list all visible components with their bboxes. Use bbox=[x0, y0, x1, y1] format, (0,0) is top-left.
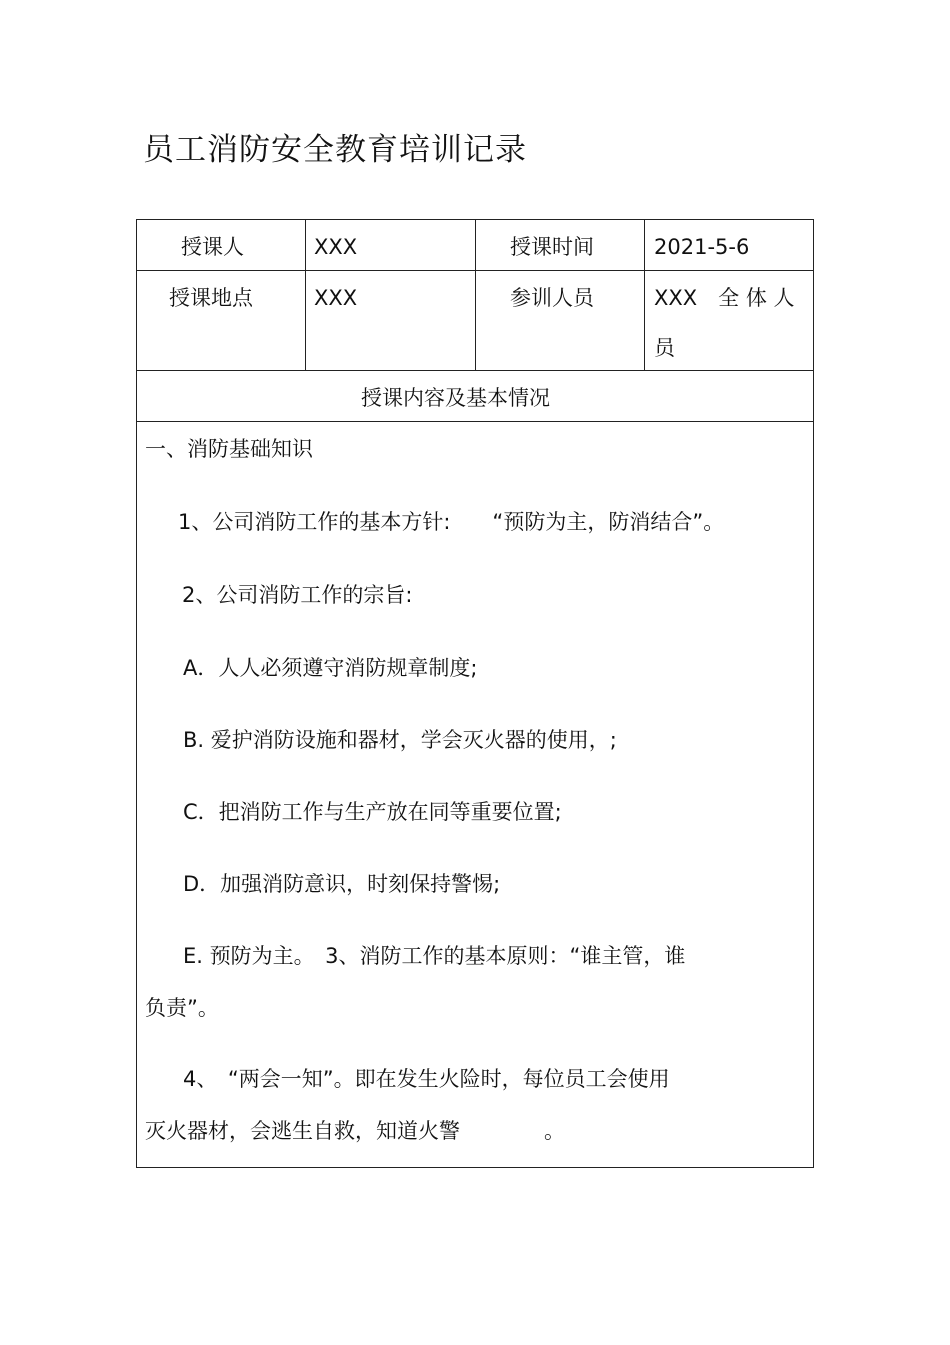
content-line-4: 4、 “两会一知”。即在发生火险时，每位员工会使用 bbox=[183, 1067, 670, 1091]
participants-value-line1: XXX 全 体 人 bbox=[654, 286, 795, 310]
column-divider-2 bbox=[475, 220, 476, 370]
time-label: 授课时间 bbox=[510, 235, 594, 259]
content-section-header: 授课内容及基本情况 bbox=[361, 386, 550, 410]
row-divider-2 bbox=[137, 370, 813, 371]
content-line-4-cont: 灭火器材，会逃生自救，知道火警 。 bbox=[145, 1119, 565, 1143]
training-record-table bbox=[136, 219, 814, 1168]
content-line-d: D．加强消防意识，时刻保持警惕; bbox=[183, 872, 501, 896]
participants-value-line2: 员 bbox=[654, 336, 675, 360]
location-label: 授课地点 bbox=[169, 286, 253, 310]
location-value: XXX bbox=[314, 286, 358, 310]
column-divider-1 bbox=[305, 220, 306, 370]
content-line-1: 1、公司消防工作的基本方针: “预防为主，防消结合”。 bbox=[178, 510, 725, 534]
content-line-heading: 一、消防基础知识 bbox=[145, 437, 313, 461]
row-divider-3 bbox=[137, 421, 813, 422]
document-title: 员工消防安全教育培训记录 bbox=[143, 132, 527, 168]
instructor-label: 授课人 bbox=[181, 235, 244, 259]
content-line-2: 2、公司消防工作的宗旨: bbox=[182, 583, 413, 607]
time-value: 2021-5-6 bbox=[654, 235, 750, 259]
column-divider-3 bbox=[644, 220, 645, 370]
content-line-a: A．人人必须遵守消防规章制度; bbox=[183, 656, 478, 680]
content-line-c: C．把消防工作与生产放在同等重要位置; bbox=[183, 800, 562, 824]
instructor-value: XXX bbox=[314, 235, 358, 259]
content-line-e: E. 预防为主。 3、消防工作的基本原则：“谁主管，谁 bbox=[183, 944, 686, 968]
content-line-e-cont: 负责”。 bbox=[145, 996, 219, 1020]
content-line-b: B. 爱护消防设施和器材，学会灭火器的使用，; bbox=[183, 728, 617, 752]
participants-label: 参训人员 bbox=[510, 286, 594, 310]
